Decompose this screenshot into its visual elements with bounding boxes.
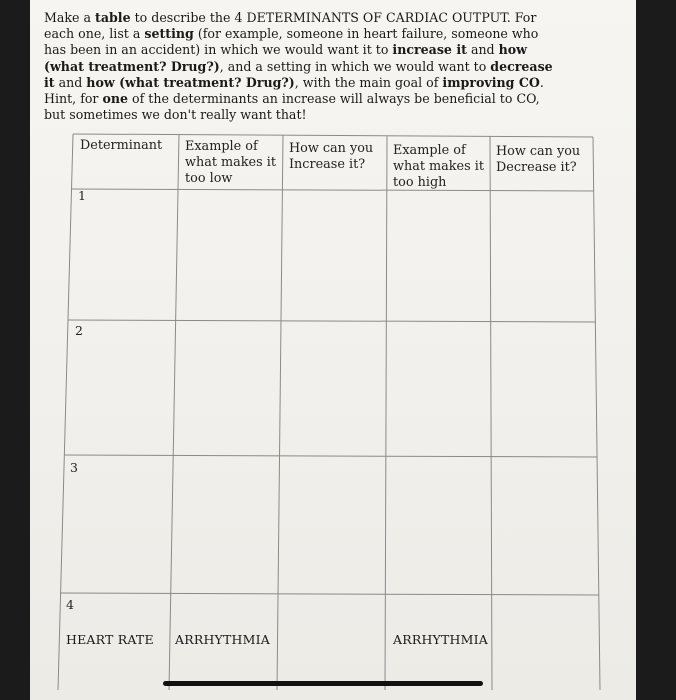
home-indicator-bar	[163, 681, 483, 686]
header-too-low: Example of what makes it too low	[185, 139, 276, 186]
row-number-3: 3	[70, 460, 78, 475]
row4-too-high-answer: ARRHYTHMIA	[393, 632, 489, 647]
header-determinant: Determinant	[80, 138, 163, 153]
row-number-2: 2	[75, 323, 83, 338]
row4-determinant-answer: HEART RATE	[66, 632, 154, 647]
row-number-1: 1	[78, 188, 86, 203]
header-increase: How can you Increase it?	[289, 141, 374, 172]
row-number-4: 4	[66, 597, 74, 612]
row4-too-low-answer: ARRHYTHMIA	[175, 632, 271, 647]
assignment-prompt: Make a table to describe the 4 DETERMINANTS OF CARDIAC OUTPUT. For each one, list a setting (for example, someone in heart failure, someone who has been in an accident) in which we would want it to increase it and how (what treatment? Drug?), and a setting in which we would want to decrease it and how (what treatment? Drug?), with the main goal of improving CO. Hint, for one of the determinants an increase will always be beneficial to CO, but sometimes we don't really want that!	[44, 10, 553, 123]
header-decrease: How can you Decrease it?	[496, 144, 581, 175]
header-too-high: Example of what makes it too high	[393, 143, 484, 190]
